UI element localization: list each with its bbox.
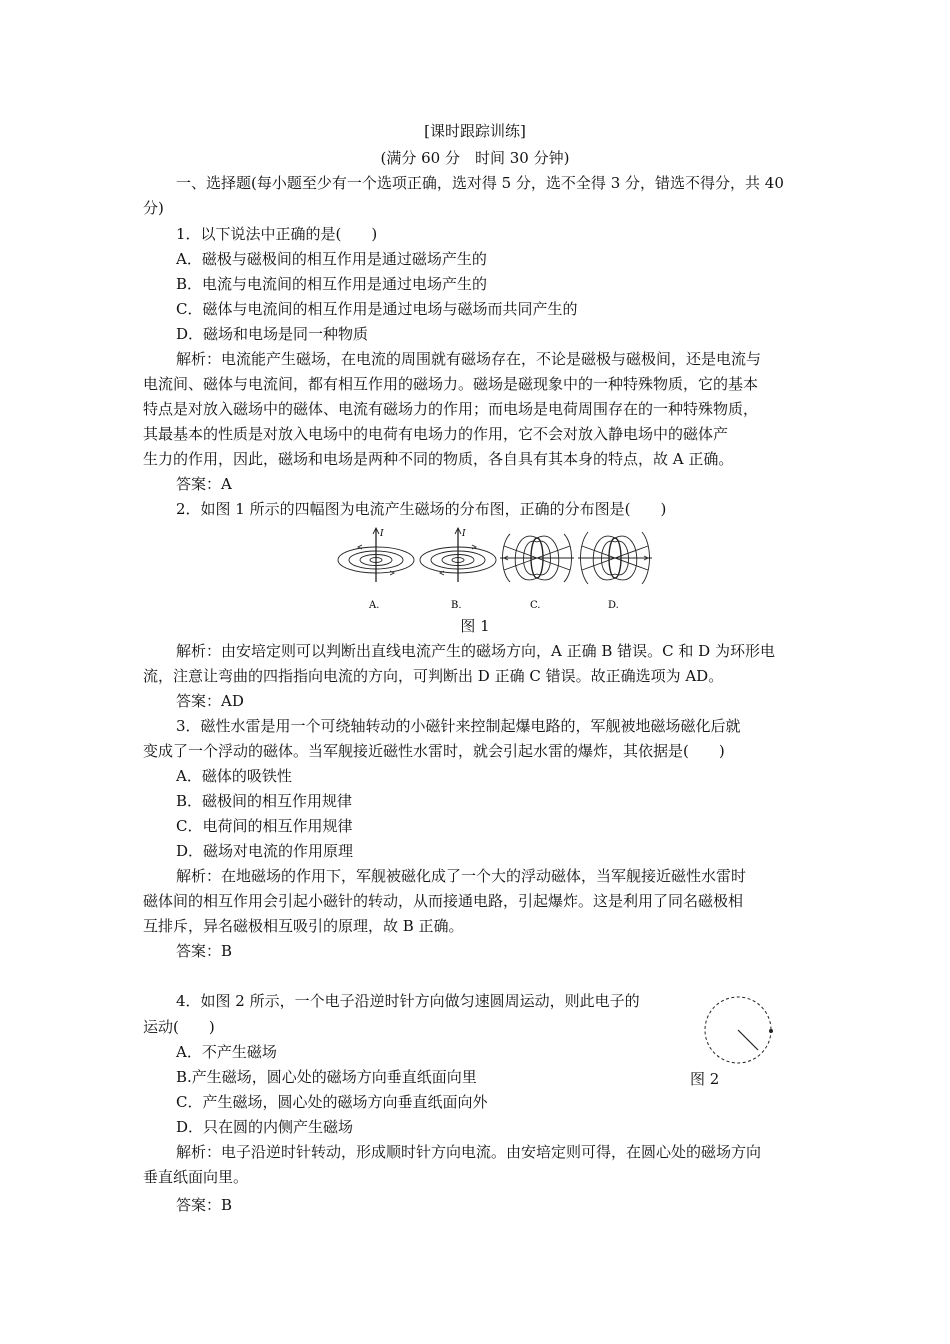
page-title: [课时跟踪训练]: [424, 122, 526, 140]
question-1-stem: 1．以下说法中正确的是( ): [176, 225, 378, 243]
question-3-analysis-line: 磁体间的相互作用会引起小磁针的转动，从而接通电路，引起爆炸。这是利用了同名磁极相: [143, 892, 744, 910]
figure-1-label-b: B.: [451, 600, 462, 611]
question-3-answer: 答案：B: [176, 942, 233, 960]
figure-1-panel-c: [500, 534, 574, 582]
question-3-stem-cont: 变成了一个浮动的磁体。当军舰接近磁性水雷时，就会引起水雷的爆炸，其依据是( ): [143, 742, 725, 760]
question-3-option-b: B．磁极间的相互作用规律: [176, 792, 353, 810]
question-4-analysis-line: 垂直纸面向里。: [143, 1168, 249, 1186]
question-3-analysis-line: 互排斥，异名磁极相互吸引的原理，故 B 正确。: [143, 917, 464, 935]
question-3-analysis-line: 解析：在地磁场的作用下，军舰被磁化成了一个大的浮动磁体，当军舰接近磁性水雷时: [176, 867, 747, 885]
figure-1-panel-d: [578, 532, 652, 584]
figure-1-panel-b: [420, 528, 496, 582]
question-2-answer: 答案：AD: [176, 692, 244, 710]
question-1-option-c: C．磁体与电流间的相互作用是通过电场与磁场而共同产生的: [176, 300, 578, 318]
figure-1-label-c: C.: [530, 600, 541, 611]
question-1-option-b: B．电流与电流间的相互作用是通过电场产生的: [176, 275, 488, 293]
figure-1-current-label: I: [462, 529, 466, 539]
question-2-stem: 2．如图 1 所示的四幅图为电流产生磁场的分布图，正确的分布图是( ): [176, 500, 667, 518]
question-4-stem-cont: 运动( ): [143, 1018, 215, 1036]
question-1-option-d: D．磁场和电场是同一种物质: [176, 325, 369, 343]
question-4-answer: 答案：B: [176, 1196, 233, 1214]
question-3-stem: 3．磁性水雷是用一个可绕轴转动的小磁针来控制起爆电路的，军舰被地磁场磁化后就: [176, 717, 741, 735]
question-2-analysis-line: 解析：由安培定则可以判断出直线电流产生的磁场方向，A 正确 B 错误。C 和 D 为环形电: [176, 642, 775, 660]
figure-2-electron-orbit: [700, 994, 780, 1066]
question-4-stem: 4．如图 2 所示，一个电子沿逆时针方向做匀速圆周运动，则此电子的: [176, 992, 640, 1010]
section-heading-cont: 分): [143, 199, 164, 217]
question-4-option-c: C．产生磁场，圆心处的磁场方向垂直纸面向外: [176, 1093, 488, 1111]
section-heading: 一、选择题(每小题至少有一个选项正确，选对得 5 分，选不全得 3 分，错选不得分，共 40: [176, 174, 784, 192]
figure-1-magnetic-fields: [330, 526, 660, 612]
question-4-analysis-line: 解析：电子沿逆时针转动，形成顺时针方向电流。由安培定则可得，在圆心处的磁场方向: [176, 1143, 762, 1161]
question-1-analysis-line: 生力的作用，因此，磁场和电场是两种不同的物质，各自具有其本身的特点，故 A 正确。: [143, 450, 734, 468]
question-4-option-b: B.产生磁场，圆心处的磁场方向垂直纸面向里: [176, 1068, 477, 1086]
question-4-option-d: D．只在圆的内侧产生磁场: [176, 1118, 354, 1136]
question-1-option-a: A．磁极与磁极间的相互作用是通过磁场产生的: [176, 250, 487, 268]
figure-1-caption: 图 1: [460, 617, 490, 635]
question-4-option-a: A．不产生磁场: [176, 1043, 277, 1061]
figure-1-current-label: I: [380, 529, 384, 539]
figure-1-label-a: A.: [369, 600, 380, 611]
question-3-option-c: C．电荷间的相互作用规律: [176, 817, 353, 835]
question-2-analysis-line: 流，注意让弯曲的四指指向电流的方向，可判断出 D 正确 C 错误。故正确选项为 AD。: [143, 667, 724, 685]
question-1-analysis-line: 电流间、磁体与电流间，都有相互作用的磁场力。磁场是磁现象中的一种特殊物质，它的基本: [143, 375, 759, 393]
question-3-option-a: A．磁体的吸铁性: [176, 767, 292, 785]
question-1-analysis-line: 解析：电流能产生磁场，在电流的周围就有磁场存在，不论是磁极与磁极间，还是电流与: [176, 350, 762, 368]
question-1-analysis-line: 其最基本的性质是对放入电场中的电荷有电场力的作用，它不会对放入静电场中的磁体产: [143, 425, 729, 443]
question-1-analysis-line: 特点是对放入磁场中的磁体、电流有磁场力的作用；而电场是电荷周围存在的一种特殊物质，: [143, 400, 759, 418]
question-1-answer: 答案：A: [176, 475, 232, 493]
figure-2-caption: 图 2: [690, 1070, 720, 1088]
page-subtitle: (满分 60 分 时间 30 分钟): [380, 149, 570, 167]
figure-1-panel-a: [338, 528, 414, 582]
figure-1-label-d: D.: [608, 600, 619, 611]
question-3-option-d: D．磁场对电流的作用原理: [176, 842, 354, 860]
